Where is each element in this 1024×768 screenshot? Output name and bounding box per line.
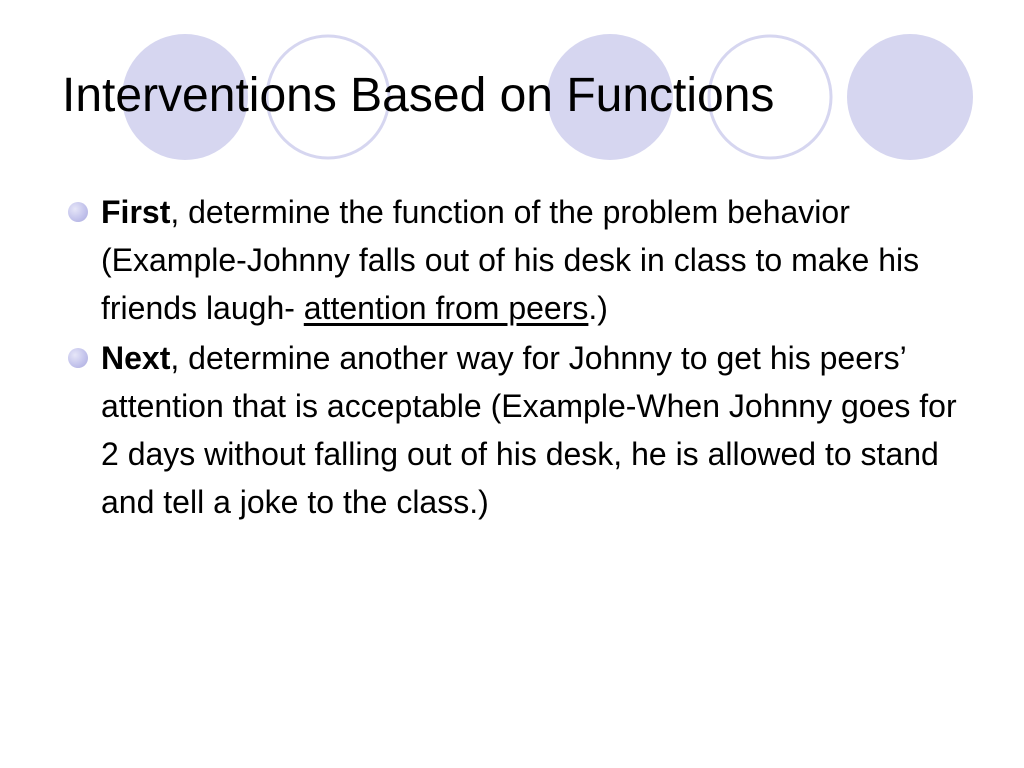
bullet-tail: .) [588, 290, 608, 326]
bullet-list [66, 188, 966, 528]
bullet-dot-icon [68, 348, 88, 368]
bullet-item-first [66, 188, 966, 332]
slide-title: Interventions Based on Functions [62, 69, 775, 122]
bullet-text: , determine the function of the problem behavior (Example-Johnny falls out of his desk in class to make his friends laugh- [101, 194, 920, 326]
bullet-underlined-text: attention from peers [303, 290, 589, 326]
bullet-dot-icon [68, 202, 88, 222]
decorative-circle-filled-3 [847, 34, 973, 160]
bullet-item-next [66, 334, 966, 526]
bullet-lead: First [101, 194, 171, 230]
bullet-lead: Next [101, 340, 171, 376]
bullet-text: , determine another way for Johnny to get his peers’ attention that is acceptable (Example-When Johnny goes for 2 days without falling out of his desk, he is allowed to stand and tell a joke to the class.) [101, 340, 957, 520]
